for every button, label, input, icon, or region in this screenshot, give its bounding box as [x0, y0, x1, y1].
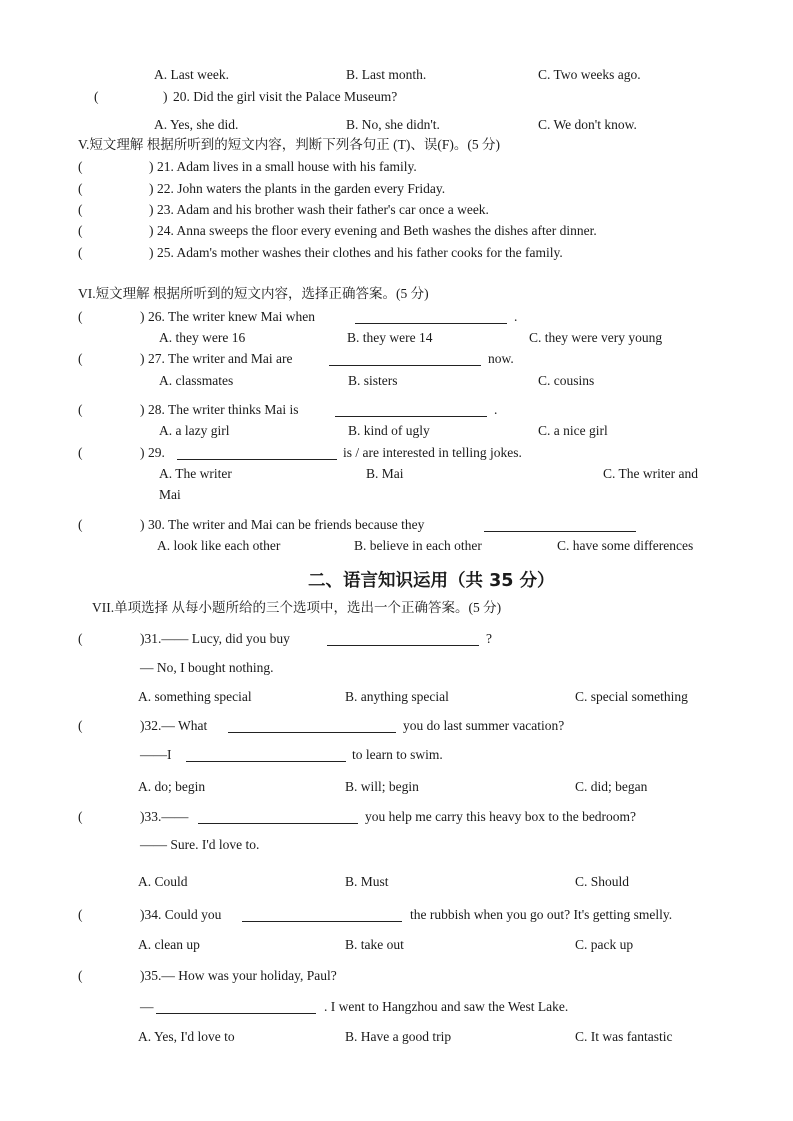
q34-option-a: A. clean up [138, 937, 200, 952]
q19-option-a: A. Last week. [154, 67, 229, 82]
q25-text: 25. Adam's mother washes their clothes and his father cooks for the family. [157, 245, 563, 260]
q31-option-c: C. special something [575, 689, 688, 704]
q24-text: 24. Anna sweeps the floor every evening and Beth washes the dishes after dinner. [157, 223, 597, 238]
q27-option-b: B. sisters [348, 373, 398, 388]
q30-stem: 30. The writer and Mai can be friends because they [148, 517, 425, 532]
q33-stem: )33.—— [140, 809, 189, 824]
q29-option-b: B. Mai [366, 466, 404, 481]
q28-paren: ( [78, 402, 83, 417]
q26-option-b: B. they were 14 [347, 330, 433, 345]
q34-blank[interactable] [242, 907, 402, 922]
section7-title: VII.单项选择 从每小题所给的三个选项中，选出一个正确答案。(5 分) [92, 600, 502, 615]
q33-option-c: C. Should [575, 874, 630, 889]
q26-stem: 26. The writer knew Mai when [148, 309, 315, 324]
q23-text: 23. Adam and his brother wash their father's car once a week. [157, 202, 489, 217]
q34-option-b: B. take out [345, 937, 404, 952]
q20-option-a: A. Yes, she did. [154, 117, 239, 132]
q25-paren: ( [78, 245, 83, 260]
q20-stem: 20. Did the girl visit the Palace Museum? [173, 89, 398, 104]
q21-close: ) [149, 159, 154, 174]
q19-option-c: C. Two weeks ago. [538, 67, 641, 82]
q26-paren: ( [78, 309, 83, 324]
q21-text: 21. Adam lives in a small house with his family. [157, 159, 417, 174]
q34-option-c: C. pack up [575, 937, 634, 952]
q34-paren: ( [78, 907, 83, 922]
q33-paren: ( [78, 809, 83, 824]
q35-reply-pre: — [140, 999, 154, 1014]
q32-option-c: C. did; began [575, 779, 648, 794]
q24-close: ) [149, 223, 154, 238]
q35-option-c: C. It was fantastic [575, 1029, 673, 1044]
q28-option-b: B. kind of ugly [348, 423, 430, 438]
q34-end: the rubbish when you go out? It's getting smelly. [410, 907, 673, 922]
q23-paren: ( [78, 202, 83, 217]
q26-close: ) [140, 309, 145, 324]
section6-title: VI.短文理解 根据所听到的短文内容，选择正确答案。(5 分) [78, 286, 429, 301]
q31-stem: )31.—— Lucy, did you buy [140, 631, 290, 646]
q26-option-c: C. they were very young [529, 330, 663, 345]
q29-end: is / are interested in telling jokes. [343, 445, 522, 460]
q30-close: ) [140, 517, 145, 532]
q28-stem: 28. The writer thinks Mai is [148, 402, 299, 417]
q34-stem: )34. Could you [140, 907, 222, 922]
q35-stem: )35.— How was your holiday, Paul? [140, 968, 337, 983]
q30-option-b: B. believe in each other [354, 538, 482, 553]
q29-option-a: A. The writer [159, 466, 232, 481]
q27-blank[interactable] [329, 351, 481, 366]
q21-paren: ( [78, 159, 83, 174]
q32-reply-pre: ——I [140, 747, 172, 762]
q20-option-c: C. We don't know. [538, 117, 637, 132]
q22-paren: ( [78, 181, 83, 196]
q32-option-a: A. do; begin [138, 779, 206, 794]
q31-end: ? [486, 631, 492, 646]
q27-option-c: C. cousins [538, 373, 595, 388]
q28-close: ) [140, 402, 145, 417]
q32-blank[interactable] [228, 718, 396, 733]
q29-paren: ( [78, 445, 83, 460]
q26-end: . [514, 309, 518, 324]
q20-paren-open: ( [94, 89, 99, 104]
q29-option-c: C. The writer and [603, 466, 698, 481]
q33-blank[interactable] [198, 809, 358, 824]
part2-heading: 二、语言知识运用（共 35 分） [308, 571, 555, 591]
q33-end: you help me carry this heavy box to the bedroom? [365, 809, 637, 824]
q28-blank[interactable] [335, 402, 487, 417]
q28-option-a: A. a lazy girl [159, 423, 230, 438]
q27-option-a: A. classmates [159, 373, 234, 388]
q27-stem: 27. The writer and Mai are [148, 351, 293, 366]
section5-title: V.短文理解 根据所听到的短文内容，判断下列各句正 (T)、误(F)。(5 分) [78, 137, 500, 152]
q20-option-b: B. No, she didn't. [346, 117, 440, 132]
q33-reply: —— Sure. I'd love to. [140, 837, 260, 852]
q20-paren-close: ) [163, 89, 168, 104]
q32-paren: ( [78, 718, 83, 733]
q35-reply-blank[interactable] [156, 999, 316, 1014]
q22-text: 22. John waters the plants in the garden every Friday. [157, 181, 446, 196]
q30-blank[interactable] [484, 517, 636, 532]
q35-paren: ( [78, 968, 83, 983]
q35-reply-end: . I went to Hangzhou and saw the West Lake. [324, 999, 569, 1014]
q22-close: ) [149, 181, 154, 196]
q30-option-a: A. look like each other [157, 538, 281, 553]
q25-close: ) [149, 245, 154, 260]
q35-option-b: B. Have a good trip [345, 1029, 452, 1044]
q24-paren: ( [78, 223, 83, 238]
q30-paren: ( [78, 517, 83, 532]
q23-close: ) [149, 202, 154, 217]
q32-reply-end: to learn to swim. [352, 747, 443, 762]
q31-option-a: A. something special [138, 689, 252, 704]
q31-option-b: B. anything special [345, 689, 449, 704]
q32-stem: )32.— What [140, 718, 208, 733]
q19-option-b: B. Last month. [346, 67, 427, 82]
q29-option-c-cont: Mai [159, 487, 181, 502]
q27-paren: ( [78, 351, 83, 366]
q27-end: now. [488, 351, 514, 366]
q32-end: you do last summer vacation? [403, 718, 565, 733]
q31-blank[interactable] [327, 631, 479, 646]
q27-close: ) [140, 351, 145, 366]
q31-paren: ( [78, 631, 83, 646]
q33-option-b: B. Must [345, 874, 389, 889]
q29-blank[interactable] [177, 445, 337, 460]
q29-stem: 29. [148, 445, 165, 460]
q26-blank[interactable] [355, 309, 507, 324]
q35-option-a: A. Yes, I'd love to [138, 1029, 235, 1044]
q32-reply-blank[interactable] [186, 747, 346, 762]
q32-option-b: B. will; begin [345, 779, 419, 794]
q26-option-a: A. they were 16 [159, 330, 246, 345]
q29-close: ) [140, 445, 145, 460]
q28-end: . [494, 402, 498, 417]
q30-option-c: C. have some differences [557, 538, 694, 553]
q28-option-c: C. a nice girl [538, 423, 608, 438]
q31-reply: — No, I bought nothing. [140, 660, 274, 675]
q33-option-a: A. Could [138, 874, 188, 889]
